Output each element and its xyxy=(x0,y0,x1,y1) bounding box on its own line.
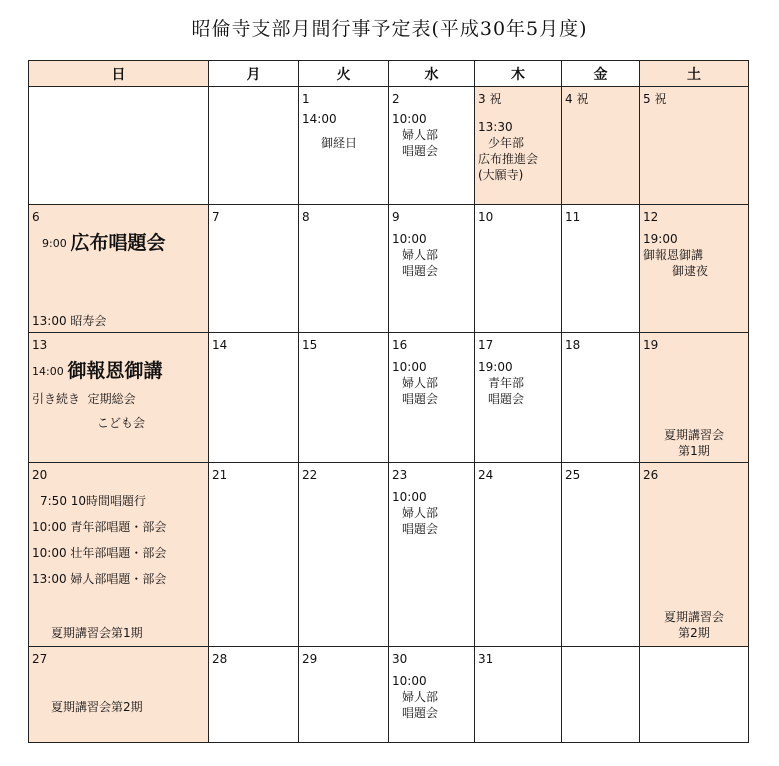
day-number: 26 xyxy=(643,468,659,482)
day-number: 18 xyxy=(565,338,581,352)
day-cell-1 xyxy=(299,87,389,205)
day-number: 25 xyxy=(565,468,581,482)
day-cell-19 xyxy=(640,333,749,463)
day-number: 10 xyxy=(478,210,494,224)
day-number: 11 xyxy=(565,210,581,224)
day-cell-empty xyxy=(640,647,749,743)
event-text: 7:50 10時間唱題行 xyxy=(40,494,147,508)
event-time: 10:00 xyxy=(392,490,427,504)
event-title: 広布唱題会 xyxy=(70,232,166,254)
event-text: 夏期講習会第1期 xyxy=(51,626,143,640)
day-number: 31 xyxy=(478,652,494,666)
weekday-fri: 金 xyxy=(562,61,640,87)
day-number: 4 祝 xyxy=(565,92,589,106)
day-cell-10 xyxy=(475,205,562,333)
weekday-sun: 日 xyxy=(29,61,209,87)
day-cell-30 xyxy=(389,647,475,743)
week-row xyxy=(29,463,749,647)
page-title: 昭倫寺支部月間行事予定表(平成30年5月度) xyxy=(191,18,588,40)
event-text: こども会 xyxy=(97,416,146,430)
day-number: 9 xyxy=(392,210,400,224)
day-cell-28 xyxy=(209,647,299,743)
event-text: 唱題会 xyxy=(402,706,439,720)
day-number: 23 xyxy=(392,468,408,482)
event-text: 唱題会 xyxy=(402,144,439,158)
day-cell-6 xyxy=(29,205,209,333)
day-cell-27 xyxy=(29,647,209,743)
day-cell-23 xyxy=(389,463,475,647)
event-text: 御経日 xyxy=(321,136,358,150)
event-text: 引き続き xyxy=(32,392,81,406)
event-time: 10:00 xyxy=(392,360,427,374)
day-number: 19 xyxy=(643,338,659,352)
day-number: 15 xyxy=(302,338,318,352)
day-cell-14 xyxy=(209,333,299,463)
event-time: 10:00 xyxy=(392,112,427,126)
event-text: (大願寺) xyxy=(478,168,524,182)
event-text: 婦人部 xyxy=(402,248,439,262)
week-row xyxy=(29,87,749,205)
event-text: 婦人部 xyxy=(402,690,439,704)
day-number: 20 xyxy=(32,468,48,482)
day-number: 30 xyxy=(392,652,408,666)
event-text: 唱題会 xyxy=(402,522,439,536)
day-cell-empty xyxy=(29,87,209,205)
event-text: 10:00 壮年部唱題・部会 xyxy=(32,546,167,560)
day-cell-empty xyxy=(209,87,299,205)
day-cell-25 xyxy=(562,463,640,647)
event-text: 婦人部 xyxy=(402,506,439,520)
day-cell-7 xyxy=(209,205,299,333)
day-cell-29 xyxy=(299,647,389,743)
event-text: 唱題会 xyxy=(402,264,439,278)
day-cell-9 xyxy=(389,205,475,333)
event-time: 9:00 xyxy=(42,237,67,250)
day-cell-18 xyxy=(562,333,640,463)
event-text: 第2期 xyxy=(678,626,710,640)
day-cell-8 xyxy=(299,205,389,333)
day-cell-3 xyxy=(475,87,562,205)
day-cell-11 xyxy=(562,205,640,333)
event-time: 19:00 xyxy=(478,360,513,374)
day-number: 17 xyxy=(478,338,494,352)
day-cell-15 xyxy=(299,333,389,463)
event-text: 第1期 xyxy=(678,444,710,458)
day-number: 14 xyxy=(212,338,228,352)
day-number: 3 祝 xyxy=(478,92,502,106)
day-number: 13 xyxy=(32,338,48,352)
event-time: 14:00 xyxy=(302,112,337,126)
day-number: 8 xyxy=(302,210,310,224)
event-time: 13:00 xyxy=(32,314,67,328)
event-title: 御報恩御講 xyxy=(67,360,163,382)
event-text: 少年部 xyxy=(488,136,525,150)
weekday-wed: 水 xyxy=(389,61,475,87)
day-number: 2 xyxy=(392,92,400,106)
day-cell-21 xyxy=(209,463,299,647)
weekday-sat: 土 xyxy=(640,61,749,87)
week-row xyxy=(29,647,749,743)
day-number: 27 xyxy=(32,652,48,666)
event-time: 10:00 xyxy=(392,674,427,688)
day-cell-2 xyxy=(389,87,475,205)
week-row xyxy=(29,333,749,463)
day-number: 22 xyxy=(302,468,318,482)
day-number: 21 xyxy=(212,468,228,482)
weekday-thu: 木 xyxy=(475,61,562,87)
day-cell-22 xyxy=(299,463,389,647)
day-number: 5 祝 xyxy=(643,92,667,106)
weekday-tue: 火 xyxy=(299,61,389,87)
day-number: 7 xyxy=(212,210,220,224)
weekday-header-row xyxy=(29,61,749,87)
event-text: 10:00 青年部唱題・部会 xyxy=(32,520,167,534)
calendar-table xyxy=(28,60,749,743)
day-cell-empty xyxy=(562,647,640,743)
weekday-mon: 月 xyxy=(209,61,299,87)
day-cell-16 xyxy=(389,333,475,463)
event-text: 13:00 婦人部唱題・部会 xyxy=(32,572,167,586)
event-text: 広布推進会 xyxy=(478,152,539,166)
event-text: 唱題会 xyxy=(488,392,525,406)
day-cell-26 xyxy=(640,463,749,647)
event-text: 御逮夜 xyxy=(672,264,709,278)
day-cell-24 xyxy=(475,463,562,647)
day-number: 16 xyxy=(392,338,408,352)
event-time: 10:00 xyxy=(392,232,427,246)
event-text: 夏期講習会第2期 xyxy=(51,700,143,714)
day-cell-12 xyxy=(640,205,749,333)
event-time: 19:00 xyxy=(643,232,678,246)
day-cell-17 xyxy=(475,333,562,463)
event-text: 夏期講習会 xyxy=(663,428,724,442)
day-cell-20 xyxy=(29,463,209,647)
event-text: 青年部 xyxy=(488,376,525,390)
day-number: 6 xyxy=(32,210,40,224)
event-time: 14:00 xyxy=(32,365,64,378)
day-cell-13 xyxy=(29,333,209,463)
week-row xyxy=(29,205,749,333)
event-text: 昭寿会 xyxy=(70,314,107,328)
event-text: 夏期講習会 xyxy=(663,610,724,624)
day-cell-31 xyxy=(475,647,562,743)
event-text: 婦人部 xyxy=(402,128,439,142)
event-text: 御報恩御講 xyxy=(643,248,704,262)
day-number: 29 xyxy=(302,652,318,666)
event-text: 婦人部 xyxy=(402,376,439,390)
event-text: 唱題会 xyxy=(402,392,439,406)
day-number: 12 xyxy=(643,210,659,224)
day-cell-4 xyxy=(562,87,640,205)
day-number: 24 xyxy=(478,468,494,482)
event-text: 定期総会 xyxy=(87,392,136,406)
day-cell-5 xyxy=(640,87,749,205)
day-number: 28 xyxy=(212,652,228,666)
day-number: 1 xyxy=(302,92,310,106)
event-time: 13:30 xyxy=(478,120,513,134)
